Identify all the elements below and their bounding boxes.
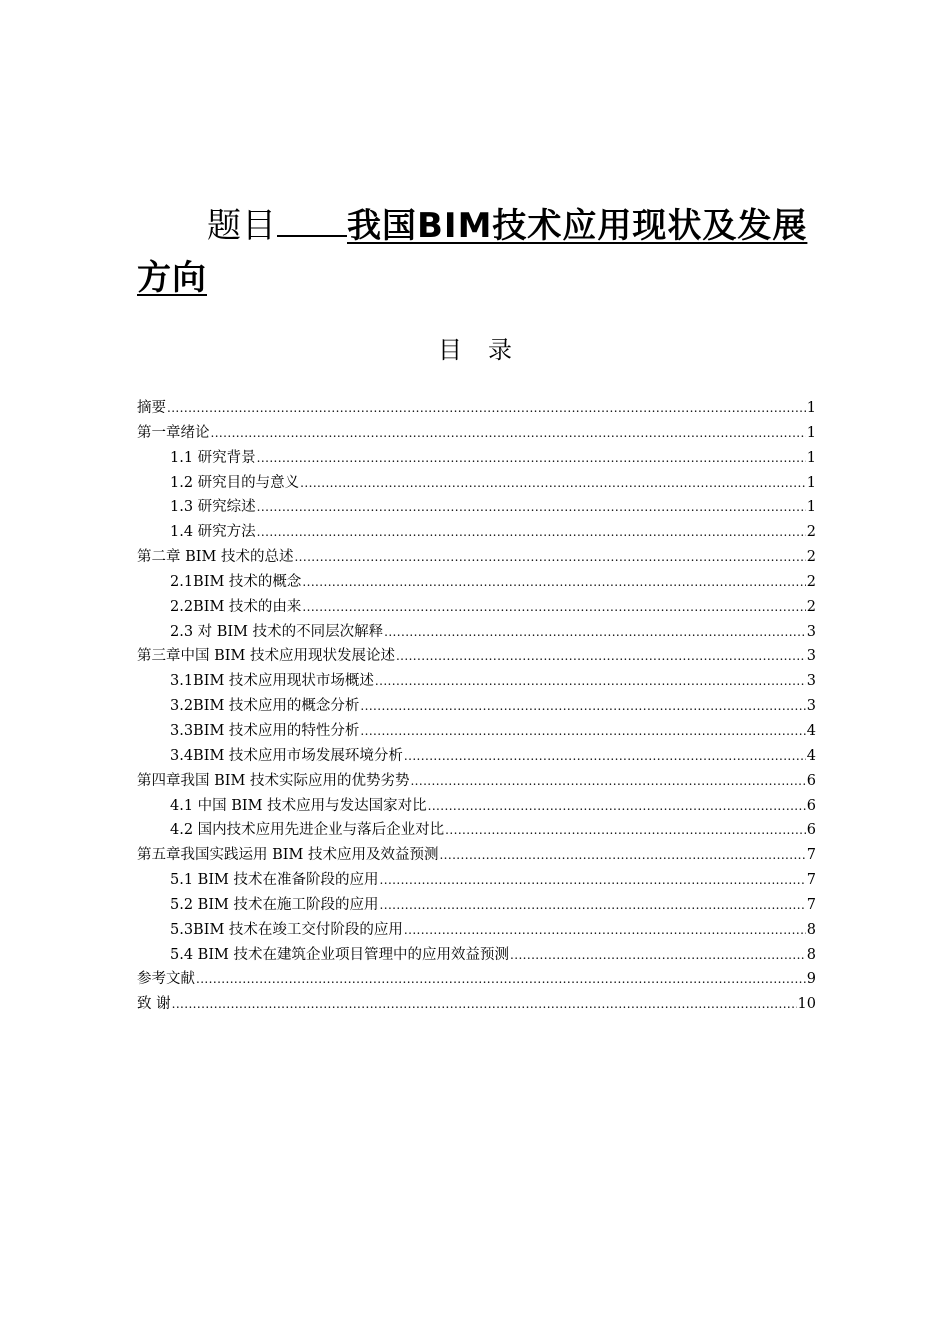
- toc-entry[interactable]: [137, 520, 816, 545]
- toc-dot-leader: [302, 575, 805, 589]
- toc-entry-label: 1.1 研究背景: [170, 449, 256, 466]
- toc-entry-page: 3: [806, 648, 816, 665]
- toc-entry-page: 2: [806, 573, 816, 590]
- toc-dot-leader: [294, 550, 805, 564]
- toc-entry-page: 8: [806, 921, 816, 938]
- toc-entry-label: 参考文献: [137, 971, 195, 988]
- toc-entry-page: 7: [806, 896, 816, 913]
- toc-dot-leader: [439, 848, 805, 862]
- toc-dot-leader: [510, 948, 806, 962]
- toc-entry-page: 2: [806, 549, 816, 566]
- toc-entry-page: 4: [806, 722, 816, 739]
- toc-entry-page: 6: [806, 822, 816, 839]
- toc-entry[interactable]: [137, 644, 816, 669]
- toc-entry[interactable]: [137, 943, 816, 968]
- toc-entry[interactable]: [137, 620, 816, 645]
- toc-dot-leader: [257, 451, 806, 465]
- toc-dot-leader: [172, 997, 797, 1011]
- toc-entry[interactable]: [137, 967, 816, 992]
- toc-entry-page: 2: [806, 598, 816, 615]
- toc-dot-leader: [300, 476, 806, 490]
- toc-entry-page: 7: [806, 872, 816, 889]
- toc-entry[interactable]: [137, 918, 816, 943]
- toc-entry-label: 5.4 BIM 技术在建筑企业项目管理中的应用效益预测: [170, 946, 510, 963]
- toc-dot-leader: [404, 749, 806, 763]
- toc-entry[interactable]: [137, 421, 816, 446]
- toc-dot-leader: [196, 972, 806, 986]
- toc-dot-leader: [445, 823, 806, 837]
- toc-entry-page: 1: [806, 424, 816, 441]
- toc-entry[interactable]: [137, 719, 816, 744]
- toc-heading: 目录: [438, 336, 538, 364]
- toc-entry-page: 8: [806, 946, 816, 963]
- toc-entry-label: 2.1BIM 技术的概念: [170, 573, 302, 590]
- toc-entry-page: 1: [806, 449, 816, 466]
- toc-entry[interactable]: [137, 744, 816, 769]
- toc-dot-leader: [384, 625, 806, 639]
- toc-entry-label: 3.2BIM 技术应用的概念分析: [170, 698, 360, 715]
- toc-entry-label: 摘要: [137, 400, 166, 416]
- toc-entry-label: 第三章中国 BIM 技术应用现状发展论述: [137, 648, 395, 665]
- toc-entry-label: 第一章绪论: [137, 424, 210, 441]
- thesis-title: [137, 200, 817, 304]
- toc-entry-page: 2: [806, 524, 816, 541]
- toc-entry-page: 1: [806, 474, 816, 491]
- toc-dot-leader: [375, 674, 806, 688]
- toc-entry[interactable]: [137, 893, 816, 918]
- title-underline-gap: [277, 205, 347, 237]
- toc-entry[interactable]: [137, 471, 816, 496]
- toc-entry-label: 致 谢: [137, 996, 171, 1013]
- toc-entry[interactable]: [137, 769, 816, 794]
- toc-entry-page: 1: [806, 400, 816, 416]
- toc-entry[interactable]: [137, 992, 816, 1017]
- toc-entry-page: 9: [806, 971, 816, 988]
- toc-entry[interactable]: [137, 868, 816, 893]
- toc-dot-leader: [360, 724, 805, 738]
- toc-entry-label: 3.4BIM 技术应用市场发展环境分析: [170, 747, 403, 764]
- toc-dot-leader: [428, 799, 806, 813]
- toc-entry-page: 10: [797, 996, 816, 1013]
- toc-dot-leader: [257, 525, 806, 539]
- toc-entry-label: 3.1BIM 技术应用现状市场概述: [170, 673, 374, 690]
- toc-entry-page: 1: [806, 499, 816, 516]
- toc-entry[interactable]: [137, 694, 816, 719]
- toc-entry-page: 6: [806, 772, 816, 789]
- toc-entry[interactable]: [137, 446, 816, 471]
- toc-dot-leader: [167, 401, 806, 415]
- toc-dot-leader: [257, 500, 806, 514]
- toc-entry-page: 3: [806, 698, 816, 715]
- toc-entry-label: 2.2BIM 技术的由来: [170, 598, 302, 615]
- table-of-contents: [137, 396, 816, 1017]
- toc-entry[interactable]: [137, 495, 816, 520]
- toc-dot-leader: [410, 774, 805, 788]
- toc-entry-label: 第二章 BIM 技术的总述: [137, 549, 294, 566]
- toc-entry-label: 5.2 BIM 技术在施工阶段的应用: [170, 896, 379, 913]
- toc-entry-label: 1.2 研究目的与意义: [170, 474, 300, 491]
- toc-dot-leader: [211, 426, 806, 440]
- toc-entry-page: 6: [806, 797, 816, 814]
- toc-entry[interactable]: [137, 545, 816, 570]
- toc-dot-leader: [380, 873, 806, 887]
- toc-entry-label: 1.3 研究综述: [170, 499, 256, 516]
- toc-entry-label: 3.3BIM 技术应用的特性分析: [170, 722, 360, 739]
- toc-entry-label: 第四章我国 BIM 技术实际应用的优势劣势: [137, 772, 410, 789]
- toc-entry[interactable]: [137, 843, 816, 868]
- title-text: 我国BIM技术应用现状及发展方向: [137, 206, 808, 298]
- toc-dot-leader: [396, 649, 806, 663]
- toc-entry-label: 5.3BIM 技术在竣工交付阶段的应用: [170, 921, 403, 938]
- toc-entry[interactable]: [137, 818, 816, 843]
- title-label: 题目: [207, 206, 277, 246]
- toc-entry[interactable]: [137, 396, 816, 421]
- toc-entry[interactable]: [137, 669, 816, 694]
- toc-entry[interactable]: [137, 794, 816, 819]
- toc-entry-label: 第五章我国实践运用 BIM 技术应用及效益预测: [137, 847, 439, 864]
- toc-entry-page: 3: [806, 673, 816, 690]
- toc-dot-leader: [404, 923, 806, 937]
- toc-entry-label: 1.4 研究方法: [170, 524, 256, 541]
- toc-entry-page: 7: [806, 847, 816, 864]
- toc-entry-label: 5.1 BIM 技术在准备阶段的应用: [170, 872, 379, 889]
- toc-dot-leader: [302, 600, 805, 614]
- toc-entry-label: 4.2 国内技术应用先进企业与落后企业对比: [170, 822, 445, 839]
- toc-entry-page: 4: [806, 747, 816, 764]
- toc-entry[interactable]: [137, 570, 816, 595]
- toc-entry-label: 4.1 中国 BIM 技术应用与发达国家对比: [170, 797, 427, 814]
- toc-dot-leader: [360, 699, 805, 713]
- toc-entry-page: 3: [806, 623, 816, 640]
- toc-entry[interactable]: [137, 595, 816, 620]
- toc-dot-leader: [380, 898, 806, 912]
- toc-entry-label: 2.3 对 BIM 技术的不同层次解释: [170, 623, 384, 640]
